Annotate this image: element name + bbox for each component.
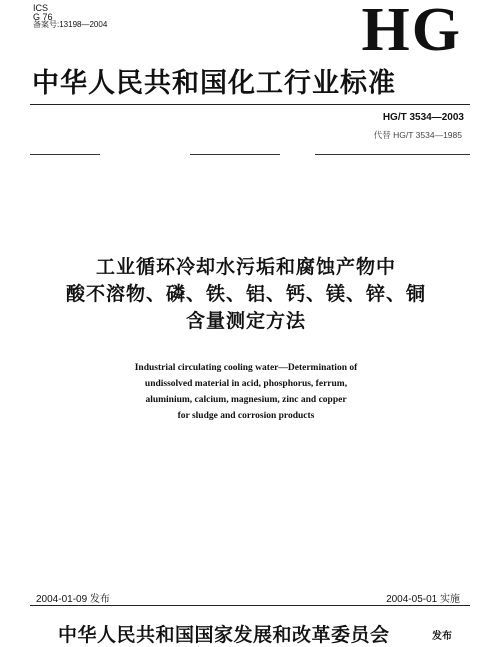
divider-dash-1: [30, 154, 100, 155]
record-number: 备案号:13198—2004: [33, 20, 108, 29]
english-title-line-2: undissolved material in acid, phosphorus, ferrum,: [144, 379, 348, 389]
english-title-line-4: for sludge and corrosion products: [177, 411, 315, 421]
standard-number: HG/T 3534—2003: [382, 112, 464, 123]
top-rule: [30, 104, 470, 105]
chinese-title-line-3: 含量测定方法: [185, 310, 306, 332]
publish-date: 2004-01-09 发布: [36, 594, 110, 605]
ccs-code: G 76: [33, 12, 53, 22]
divider-dash-3: [315, 154, 470, 155]
issuing-authority: 中华人民共和国国家发展和改革委员会: [58, 624, 390, 646]
english-title-line-3: aluminium, calcium, magnesium, zinc and copper: [145, 395, 347, 405]
english-title: [60, 360, 432, 424]
chinese-title-line-1: 工业循环冷却水污垢和腐蚀产物中: [95, 256, 396, 278]
replaces-note: 代替 HG/T 3534—1985: [373, 130, 462, 140]
english-title-line-1: Industrial circulating cooling water—Determination of: [134, 363, 358, 373]
chinese-title-line-2: 酸不溶物、磷、铁、铝、钙、镁、锌、铜: [65, 283, 426, 305]
standard-type-title: 中华人民共和国化工行业标准: [32, 68, 396, 99]
issue-label: 发布: [432, 631, 452, 642]
hg-logo: HG: [361, 0, 462, 64]
bottom-rule: [30, 605, 470, 606]
divider-dash-2: [190, 154, 280, 155]
implement-date: 2004-05-01 实施: [386, 594, 460, 605]
ics-code: ICS: [33, 3, 49, 13]
